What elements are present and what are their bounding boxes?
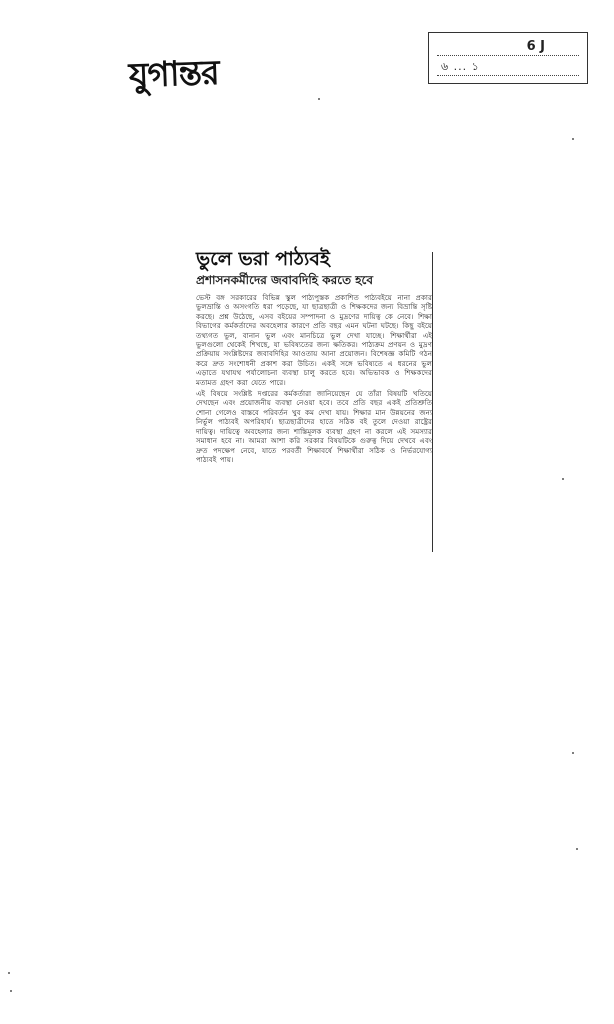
newspaper-masthead: যুগান্তর [128, 52, 220, 96]
article-subhead: প্রশাসনকর্মীদের জবাবদিহি করতে হবে [196, 273, 374, 287]
date-stamp [428, 32, 588, 84]
scan-speck [10, 990, 12, 992]
stamp-page-line: ৬ ... ১ [437, 59, 579, 76]
article-clipping [196, 248, 432, 467]
article-paragraph: ভেস্ট বঙ্গ সরকারের বিভিন্ন স্কুল পাঠ্যপুস্তক প্রকাশিত পাঠ্যবইয়ে নানা প্রকার ভুলভ্রান্তি ও অসংগতি ধরা পড়েছে, যা ছাত্রছাত্রী ও শিক্ষকদের জন্য বিভ্রান্তি সৃষ্টি করছে। প্রশ্ন উঠেছে, এসব বইয়ের সম্পাদনা ও মুদ্রণের দায়িত্ব কে নেবে। শিক্ষা বিভাগের কর্মকর্তাদের অবহেলার কারণে প্রতি বছর এমন ঘটনা ঘটছে। কিছু বইয়ে তথ্যগত ভুল, বানান ভুল এবং মানচিত্রে ভুল দেখা যাচ্ছে। শিক্ষার্থীরা এই ভুলগুলো থেকেই শিখছে, যা ভবিষ্যতের জন্য ক্ষতিকর। পাঠ্যক্রম প্রণয়ন ও মুদ্রণ প্রক্রিয়ায় সংশ্লিষ্টদের জবাবদিহির আওতায় আনা প্রয়োজন। বিশেষজ্ঞ কমিটি গঠন করে দ্রুত সংশোধনী প্রকাশ করা উচিত। একই সঙ্গে ভবিষ্যতে এ ধরনের ভুল এড়াতে যথাযথ পর্যালোচনা ব্যবস্থা চালু করতে হবে। অভিভাবক ও শিক্ষকদের মতামত গ্রহণ করা যেতে পারে। [196, 294, 432, 387]
scan-speck [576, 848, 578, 850]
scan-speck [572, 138, 574, 140]
scan-speck [562, 478, 564, 480]
scan-speck [572, 752, 574, 754]
column-rule [432, 252, 433, 552]
article-paragraph: এই বিষয়ে সংশ্লিষ্ট দপ্তরের কর্মকর্তারা জানিয়েছেন যে তাঁরা বিষয়টি খতিয়ে দেখছেন এবং প্রয়োজনীয় ব্যবস্থা নেওয়া হবে। তবে প্রতি বছর একই প্রতিশ্রুতি শোনা গেলেও বাস্তবে পরিবর্তন খুব কম দেখা যায়। শিক্ষার মান উন্নয়নের জন্য নির্ভুল পাঠ্যবই অপরিহার্য। ছাত্রছাত্রীদের হাতে সঠিক বই তুলে দেওয়া রাষ্ট্রের দায়িত্ব। দায়িত্বে অবহেলার জন্য শাস্তিমূলক ব্যবস্থা গ্রহণ না করলে এই সমস্যার সমাধান হবে না। আমরা আশা করি সরকার বিষয়টিকে গুরুত্ব দিয়ে দেখবে এবং দ্রুত পদক্ষেপ নেবে, যাতে পরবর্তী শিক্ষাবর্ষে শিক্ষার্থীরা সঠিক ও নির্ভরযোগ্য পাঠ্যবই পায়। [196, 390, 432, 464]
scan-speck [8, 972, 10, 974]
scan-speck [318, 98, 320, 100]
article-headline: ভুলে ভরা পাঠ্যবই [196, 248, 330, 270]
stamp-date-line: 6 J [437, 39, 579, 56]
